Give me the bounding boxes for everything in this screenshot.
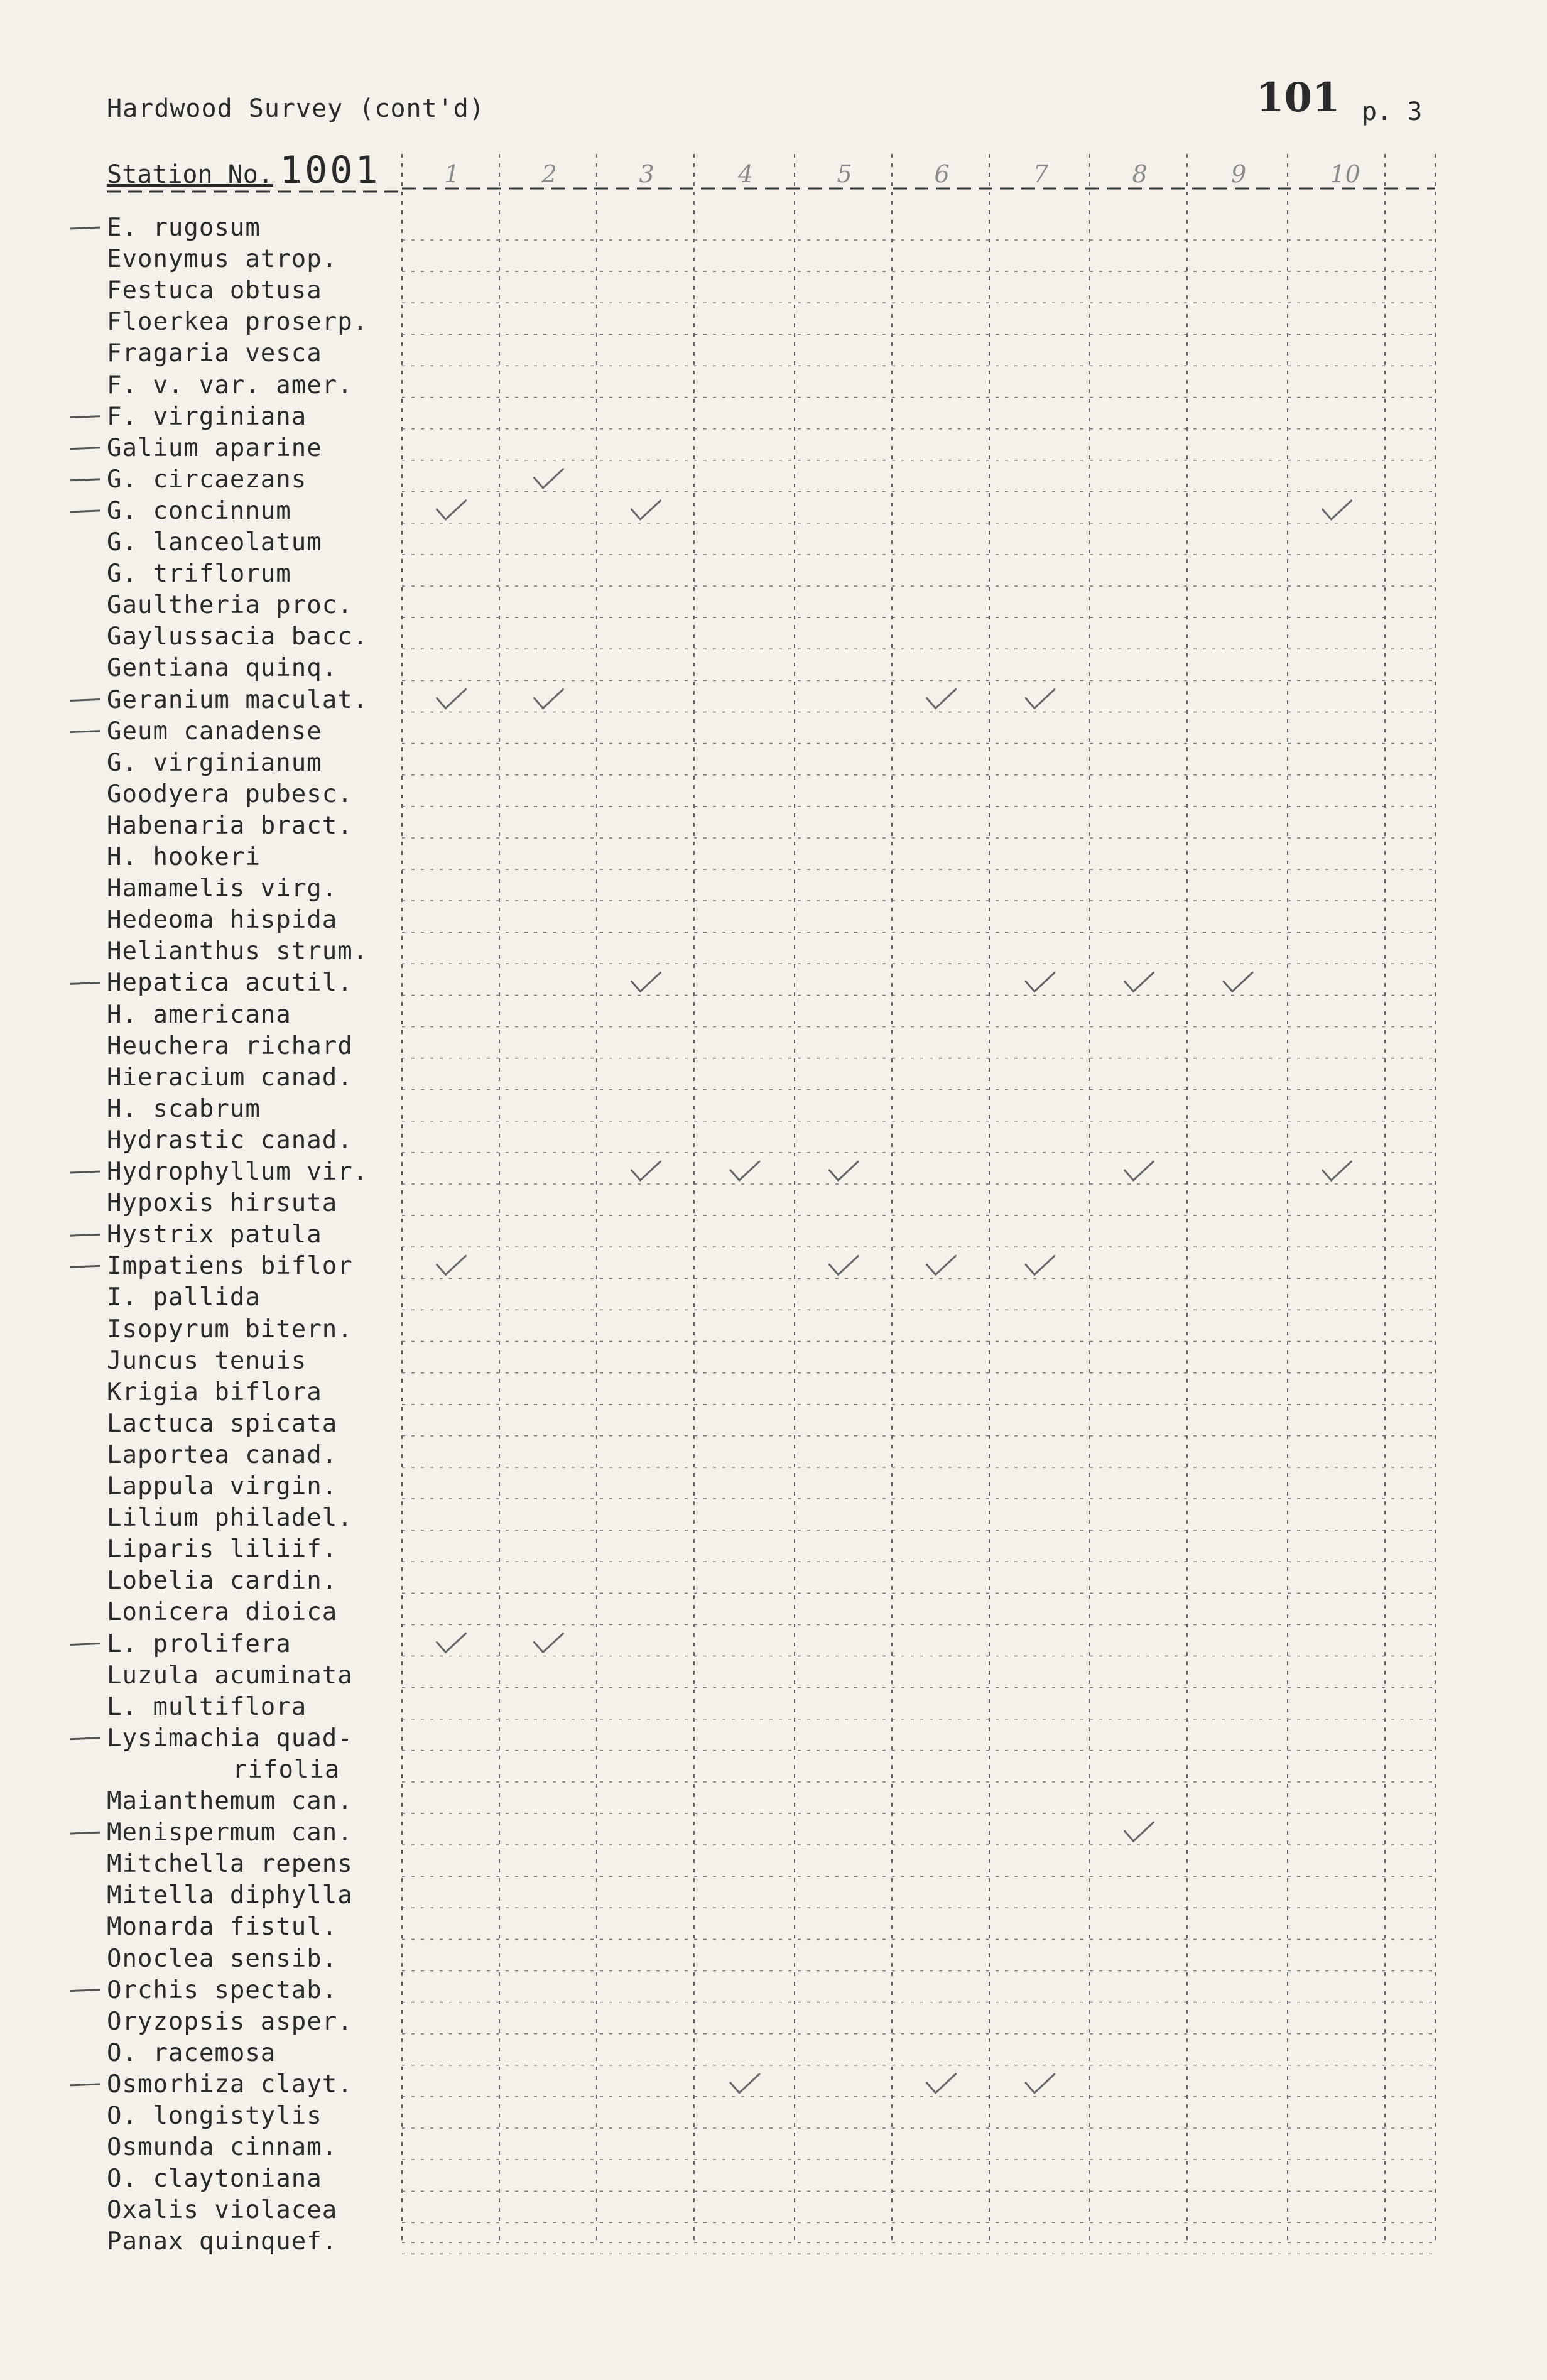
species-name: Geranium maculat. — [107, 685, 369, 714]
column-number: 1 — [444, 160, 460, 188]
species-name: Luzula acuminata — [107, 1661, 353, 1690]
species-name: Oryzopsis asper. — [107, 2007, 353, 2036]
pencil-dash — [70, 416, 100, 418]
check-mark — [1026, 972, 1055, 991]
species-name: Osmunda cinnam. — [107, 2133, 338, 2162]
species-name: Galium aparine — [107, 433, 322, 462]
species-name: Geum canadense — [107, 717, 322, 746]
pencil-dash — [70, 982, 100, 984]
species-name: Evonymus atrop. — [107, 245, 338, 274]
check-mark — [632, 972, 661, 991]
pencil-dash — [70, 700, 100, 701]
species-name: Lobelia cardin. — [107, 1567, 338, 1595]
species-name: Hepatica acutil. — [107, 969, 353, 997]
pencil-dash — [70, 1266, 100, 1267]
species-name: F. v. var. amer. — [107, 371, 353, 399]
species-name: G. triflorum — [107, 560, 291, 589]
species-name: Hydrophyllum vir. — [107, 1158, 369, 1186]
pencil-dash — [70, 511, 100, 512]
species-name: G. lanceolatum — [107, 528, 322, 557]
station-label: Station No. — [107, 160, 273, 189]
check-mark — [730, 1161, 759, 1180]
species-name: E. rugosum — [107, 214, 261, 242]
species-name: Hydrastic canad. — [107, 1126, 353, 1155]
species-name: Oxalis violacea — [107, 2196, 338, 2225]
check-mark — [1026, 1256, 1055, 1274]
species-name: Habenaria bract. — [107, 811, 353, 840]
species-name: Festuca obtusa — [107, 276, 322, 305]
species-name: Monarda fistul. — [107, 1913, 338, 1942]
pencil-dash — [70, 2084, 100, 2085]
check-mark — [1026, 690, 1055, 709]
species-name: Isopyrum bitern. — [107, 1315, 353, 1344]
species-name: Heuchera richard — [107, 1031, 353, 1060]
column-number: 8 — [1132, 160, 1148, 188]
check-mark — [632, 1161, 661, 1180]
species-name: Hedeoma hispida — [107, 906, 338, 935]
column-number: 5 — [837, 160, 852, 188]
pencil-dash — [70, 1644, 100, 1645]
column-number: 2 — [541, 160, 557, 188]
species-name: Lappula virgin. — [107, 1472, 338, 1501]
species-name: Floerkea proserp. — [107, 308, 369, 337]
species-name: Gaultheria proc. — [107, 591, 353, 620]
species-name: Maianthemum can. — [107, 1787, 353, 1815]
species-name: Gaylussacia bacc. — [107, 622, 369, 651]
check-mark — [1125, 972, 1154, 991]
species-name: Krigia biflora — [107, 1377, 322, 1406]
species-name: Lactuca spicata — [107, 1409, 338, 1438]
species-name: Onoclea sensib. — [107, 1944, 338, 1973]
species-name: Impatiens biflor — [107, 1252, 353, 1281]
check-mark — [927, 1256, 956, 1274]
check-mark — [1224, 972, 1252, 991]
pencil-dash — [70, 1738, 100, 1739]
check-mark — [437, 1256, 466, 1274]
species-name: I. pallida — [107, 1283, 261, 1312]
sheet-number: 101 — [1256, 74, 1340, 121]
column-number: 9 — [1231, 160, 1247, 188]
species-name: G. circaezans — [107, 465, 307, 494]
species-name: Lonicera dioica — [107, 1598, 338, 1627]
check-mark — [1323, 501, 1352, 519]
check-mark — [632, 501, 661, 519]
check-mark — [730, 2074, 759, 2093]
species-name: O. longistylis — [107, 2102, 322, 2130]
column-number: 4 — [738, 160, 754, 188]
species-name: Mitella diphylla — [107, 1881, 353, 1910]
check-mark — [1026, 2074, 1055, 2093]
column-number: 10 — [1330, 160, 1360, 188]
species-name: Goodyera pubesc. — [107, 780, 353, 808]
column-number: 6 — [934, 160, 950, 188]
species-name: H. americana — [107, 1000, 291, 1029]
species-name: Lilium philadel. — [107, 1504, 353, 1533]
species-name: Helianthus strum. — [107, 937, 369, 966]
check-mark — [535, 469, 563, 488]
species-name: H. scabrum — [107, 1094, 261, 1123]
check-mark — [437, 501, 466, 519]
check-mark — [437, 1634, 466, 1653]
check-mark — [927, 690, 956, 709]
species-name: Fragaria vesca — [107, 339, 322, 368]
pencil-dash — [70, 448, 100, 449]
species-name: G. virginianum — [107, 748, 322, 777]
species-name: Panax quinquef. — [107, 2227, 338, 2256]
species-name: Hypoxis hirsuta — [107, 1189, 338, 1218]
species-name: rifolia — [232, 1755, 340, 1784]
species-name: Liparis liliif. — [107, 1535, 338, 1564]
species-name: Juncus tenuis — [107, 1346, 307, 1375]
check-mark — [1125, 1822, 1154, 1841]
species-name: O. racemosa — [107, 2038, 276, 2067]
species-name: H. hookeri — [107, 843, 261, 871]
column-number: 3 — [639, 160, 654, 188]
species-name: G. concinnum — [107, 496, 291, 525]
species-name: L. prolifera — [107, 1629, 291, 1658]
pencil-dash — [70, 731, 100, 732]
species-name: Hystrix patula — [107, 1220, 322, 1249]
check-mark — [830, 1256, 859, 1274]
species-name: O. claytoniana — [107, 2165, 322, 2193]
pencil-dash — [70, 1171, 100, 1173]
check-mark — [927, 2074, 956, 2093]
check-mark — [1125, 1161, 1154, 1180]
species-name: F. virginiana — [107, 402, 307, 431]
pencil-dash — [70, 479, 100, 481]
pencil-dash — [70, 227, 100, 229]
column-number: 7 — [1033, 160, 1049, 188]
species-name: L. multiflora — [107, 1692, 307, 1721]
check-mark — [830, 1161, 859, 1180]
pencil-dash — [70, 1990, 100, 1991]
pencil-dash — [70, 1832, 100, 1834]
species-name: Orchis spectab. — [107, 1975, 338, 2004]
station-number: 1001 — [280, 148, 381, 192]
species-name: Menispermum can. — [107, 1818, 353, 1847]
species-name: Mitchella repens — [107, 1850, 353, 1879]
check-mark — [535, 1634, 563, 1653]
species-name: Hamamelis virg. — [107, 874, 338, 903]
pencil-dash — [70, 1234, 100, 1236]
page-label: p. 3 — [1362, 97, 1423, 126]
species-name: Hieracium canad. — [107, 1063, 353, 1092]
species-name: Gentiana quinq. — [107, 654, 338, 683]
species-name: Lysimachia quad- — [107, 1724, 353, 1752]
species-name: Laportea canad. — [107, 1440, 338, 1469]
check-mark — [437, 690, 466, 709]
sheet-title: Hardwood Survey (cont'd) — [107, 94, 485, 123]
check-mark — [1323, 1161, 1352, 1180]
species-name: Osmorhiza clayt. — [107, 2070, 353, 2099]
check-mark — [535, 690, 563, 709]
